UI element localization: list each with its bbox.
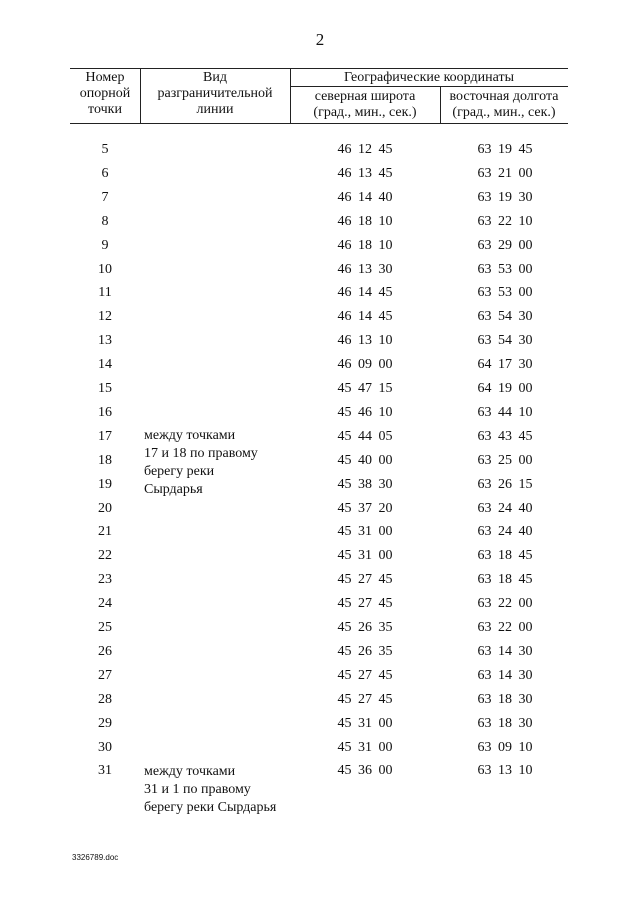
longitude-value: 63 14 30 — [477, 667, 533, 683]
latitude-value: 46 18 10 — [337, 213, 393, 229]
longitude-value: 63 09 10 — [477, 739, 533, 755]
longitude-value: 64 19 00 — [477, 381, 533, 396]
header-coords-underline — [290, 86, 568, 87]
longitude-value: 63 53 00 — [477, 261, 533, 277]
point-number: 22 — [98, 548, 112, 564]
longitude-value: 63 13 10 — [477, 763, 533, 779]
table-row — [0, 377, 640, 401]
footer-filename: 3326789.doc — [72, 853, 119, 862]
longitude-value: 63 22 10 — [477, 213, 533, 229]
point-number: 29 — [98, 715, 112, 731]
page-number: 2 — [315, 30, 325, 49]
longitude-value: 63 22 00 — [477, 596, 533, 612]
latitude-value: 45 27 45 — [337, 691, 393, 707]
point-number: 30 — [98, 739, 112, 755]
header-col-coords: Географические координаты — [344, 70, 514, 85]
table-row — [0, 401, 640, 425]
table-row — [0, 258, 640, 282]
point-number: 17 — [98, 428, 112, 444]
point-number: 5 — [101, 142, 109, 157]
point-number: 26 — [98, 643, 112, 659]
latitude-value: 45 27 45 — [337, 572, 393, 588]
longitude-value: 63 18 45 — [477, 572, 533, 588]
longitude-value: 63 25 00 — [477, 452, 533, 468]
latitude-value: 45 26 35 — [337, 643, 393, 659]
longitude-value: 63 29 00 — [477, 237, 533, 253]
boundary-note-31-1: между точками 31 и 1 по правому берегу реки Сырдарья — [144, 764, 277, 815]
latitude-value: 45 31 00 — [337, 739, 393, 755]
table-row — [0, 449, 640, 473]
point-number: 13 — [98, 333, 112, 349]
table-row — [0, 568, 640, 592]
point-number: 10 — [98, 261, 112, 277]
point-number: 18 — [98, 452, 112, 468]
table-row — [0, 497, 640, 521]
header-col-type: Вид разграничительной линии — [157, 70, 273, 117]
point-number: 6 — [101, 165, 109, 181]
latitude-value: 45 31 00 — [337, 715, 393, 731]
header-col-lat: северная широта (град., мин., сек.) — [313, 89, 417, 120]
table-row — [0, 210, 640, 234]
longitude-value: 63 19 45 — [477, 142, 533, 157]
longitude-value: 63 18 30 — [477, 715, 533, 731]
point-number: 8 — [101, 213, 109, 229]
point-number: 12 — [98, 309, 112, 325]
longitude-value: 63 18 30 — [477, 691, 533, 707]
table-row — [0, 281, 640, 305]
latitude-value: 46 14 45 — [337, 285, 393, 301]
latitude-value: 45 26 35 — [337, 620, 393, 635]
point-number: 7 — [101, 189, 109, 205]
latitude-value: 45 31 00 — [337, 548, 393, 564]
table-row — [0, 353, 640, 377]
longitude-value: 63 54 30 — [477, 333, 533, 349]
latitude-value: 46 13 30 — [337, 261, 393, 277]
table-row — [0, 688, 640, 712]
header-col-lon: восточная долгота (град., мин., сек.) — [449, 89, 559, 120]
latitude-value: 45 46 10 — [337, 404, 393, 420]
table-row — [0, 305, 640, 329]
point-number: 31 — [98, 763, 112, 779]
point-number: 23 — [98, 572, 112, 588]
latitude-value: 46 12 45 — [337, 142, 393, 157]
latitude-value: 45 40 00 — [337, 452, 393, 468]
longitude-value: 63 21 00 — [477, 165, 533, 181]
table-row — [0, 186, 640, 210]
table-row — [0, 759, 640, 783]
table-row — [0, 664, 640, 688]
table-row — [0, 329, 640, 353]
latitude-value: 46 18 10 — [337, 237, 393, 253]
point-number: 27 — [98, 667, 112, 683]
longitude-value: 63 24 40 — [477, 500, 533, 516]
longitude-value: 63 24 40 — [477, 524, 533, 540]
longitude-value: 63 54 30 — [477, 309, 533, 325]
point-number: 19 — [98, 476, 112, 492]
point-number: 24 — [98, 596, 112, 612]
header-top-line — [70, 68, 568, 69]
longitude-value: 63 53 00 — [477, 285, 533, 301]
latitude-value: 46 14 45 — [337, 309, 393, 325]
latitude-value: 45 27 45 — [337, 667, 393, 683]
latitude-value: 45 37 20 — [337, 500, 393, 516]
longitude-value: 63 44 10 — [477, 404, 533, 420]
header-col-number: Номер опорной точки — [79, 70, 131, 117]
table-row — [0, 162, 640, 186]
table-row — [0, 592, 640, 616]
latitude-value: 45 44 05 — [337, 428, 393, 444]
longitude-value: 64 17 30 — [477, 357, 533, 373]
point-number: 16 — [98, 404, 112, 420]
point-number: 20 — [98, 500, 112, 516]
table-row — [0, 544, 640, 568]
longitude-value: 63 43 45 — [477, 428, 533, 444]
table-row — [0, 616, 640, 640]
latitude-value: 46 14 40 — [337, 189, 393, 205]
table-row — [0, 234, 640, 258]
table-row — [0, 736, 640, 760]
point-number: 15 — [98, 381, 112, 396]
point-number: 21 — [98, 524, 112, 540]
table-row — [0, 473, 640, 497]
latitude-value: 46 13 45 — [337, 165, 393, 181]
point-number: 14 — [98, 357, 112, 373]
latitude-value: 45 47 15 — [337, 381, 393, 396]
point-number: 25 — [98, 620, 112, 635]
latitude-value: 45 31 00 — [337, 524, 393, 540]
longitude-value: 63 14 30 — [477, 643, 533, 659]
latitude-value: 46 09 00 — [337, 357, 393, 373]
longitude-value: 63 26 15 — [477, 476, 533, 492]
latitude-value: 45 38 30 — [337, 476, 393, 492]
boundary-note-17-18: между точками 17 и 18 по правому берегу реки Сырдарья — [144, 428, 258, 497]
table-row — [0, 138, 640, 162]
header-bottom-line — [70, 123, 568, 124]
latitude-value: 45 27 45 — [337, 596, 393, 612]
table-row — [0, 640, 640, 664]
table-row — [0, 712, 640, 736]
longitude-value: 63 18 45 — [477, 548, 533, 564]
point-number: 28 — [98, 691, 112, 707]
latitude-value: 45 36 00 — [337, 763, 393, 779]
latitude-value: 46 13 10 — [337, 333, 393, 349]
table-row — [0, 520, 640, 544]
longitude-value: 63 19 30 — [477, 189, 533, 205]
table-row — [0, 425, 640, 449]
point-number: 11 — [98, 285, 112, 301]
point-number: 9 — [101, 237, 109, 253]
longitude-value: 63 22 00 — [477, 620, 533, 635]
